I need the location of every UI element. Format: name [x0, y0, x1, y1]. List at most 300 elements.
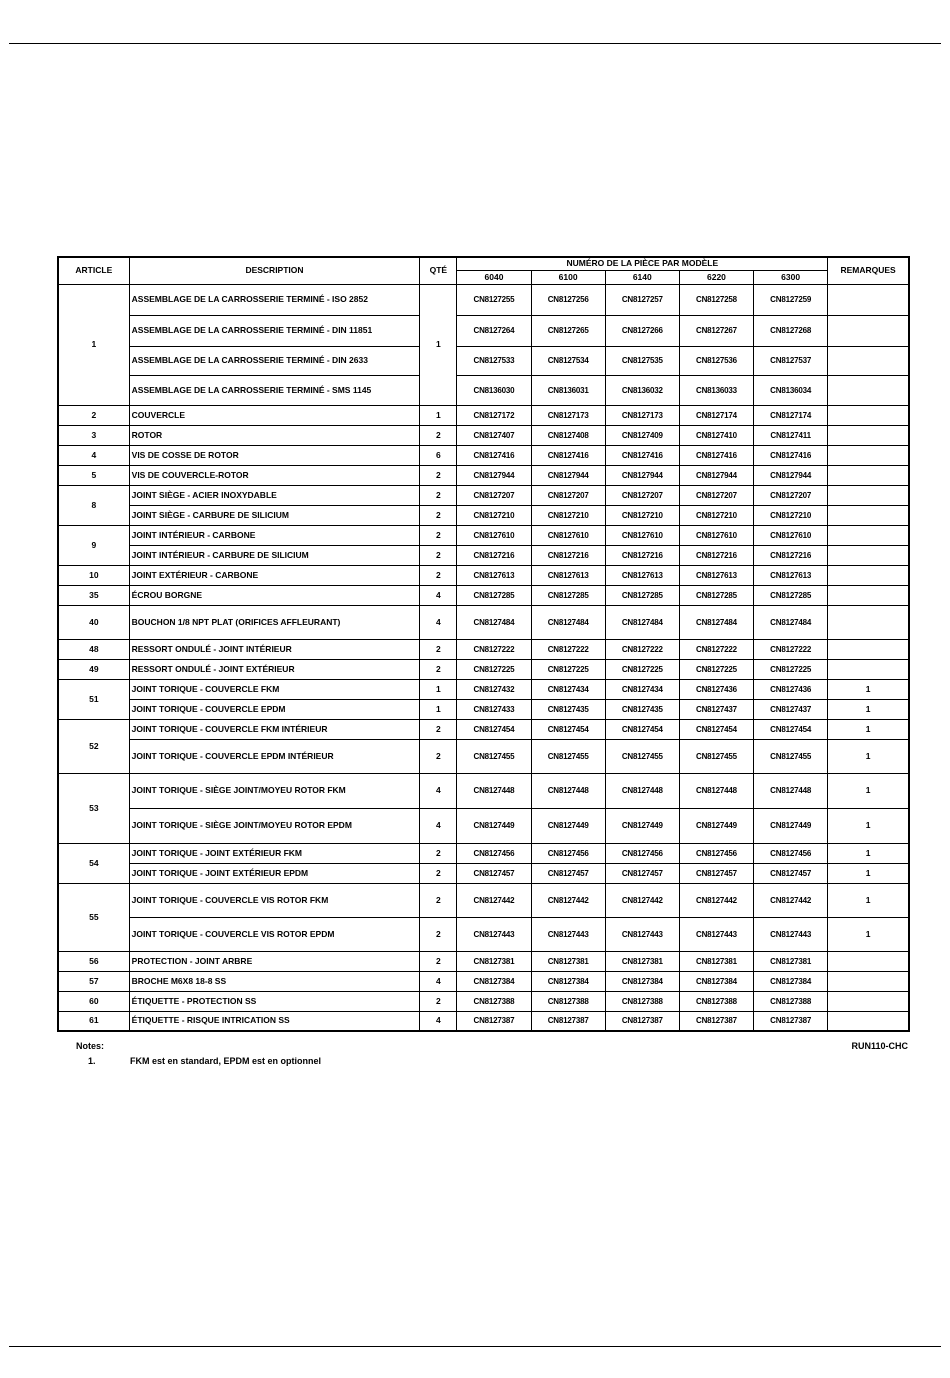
description-cell: JOINT TORIQUE - SIÈGE JOINT/MOYEU ROTOR FKM: [129, 773, 420, 808]
qty-cell: 2: [420, 639, 457, 659]
part-number-cell: CN8127443: [531, 917, 605, 951]
description-cell: JOINT TORIQUE - COUVERCLE VIS ROTOR EPDM: [129, 917, 420, 951]
description-cell: ASSEMBLAGE DE LA CARROSSERIE TERMINÉ - ISO 2852: [129, 284, 420, 315]
table-row: [58, 883, 909, 917]
part-number-cell: CN8127456: [754, 843, 828, 863]
part-number-cell: CN8127436: [754, 679, 828, 699]
part-number-cell: CN8127610: [605, 525, 679, 545]
remark-cell: 1: [828, 863, 909, 883]
part-number-cell: CN8127456: [679, 843, 753, 863]
part-number-cell: CN8127442: [531, 883, 605, 917]
part-number-cell: CN8127285: [457, 585, 531, 605]
part-number-cell: CN8127210: [605, 505, 679, 525]
part-number-cell: CN8127449: [754, 808, 828, 843]
description-cell: BROCHE M6X8 18-8 SS: [129, 971, 420, 991]
part-number-cell: CN8136031: [531, 375, 605, 405]
table-row: [58, 971, 909, 991]
part-number-cell: CN8127222: [754, 639, 828, 659]
part-number-cell: CN8127437: [754, 699, 828, 719]
part-number-cell: CN8127613: [605, 565, 679, 585]
part-number-cell: CN8127449: [679, 808, 753, 843]
note-1: [88, 1056, 321, 1066]
article-cell: 55: [58, 883, 129, 951]
part-number-cell: CN8127416: [605, 445, 679, 465]
part-number-cell: CN8127285: [679, 585, 753, 605]
table-row: [58, 545, 909, 565]
qty-cell: 4: [420, 971, 457, 991]
part-number-cell: CN8127384: [679, 971, 753, 991]
table-row: [58, 465, 909, 485]
description-cell: JOINT INTÉRIEUR - CARBONE: [129, 525, 420, 545]
remark-cell: [828, 284, 909, 315]
description-cell: COUVERCLE: [129, 405, 420, 425]
part-number-cell: CN8127443: [679, 917, 753, 951]
table-row: [58, 639, 909, 659]
part-number-cell: CN8127456: [531, 843, 605, 863]
article-cell: 40: [58, 605, 129, 639]
part-number-cell: CN8127387: [605, 1011, 679, 1031]
part-number-cell: CN8127448: [531, 773, 605, 808]
part-number-cell: CN8127225: [457, 659, 531, 679]
part-number-cell: CN8127207: [457, 485, 531, 505]
table-row: [58, 346, 909, 375]
part-number-cell: CN8127449: [531, 808, 605, 843]
description-cell: JOINT TORIQUE - JOINT EXTÉRIEUR EPDM: [129, 863, 420, 883]
part-number-cell: CN8127388: [531, 991, 605, 1011]
article-cell: 51: [58, 679, 129, 719]
part-number-cell: CN8127534: [531, 346, 605, 375]
part-number-cell: CN8127613: [679, 565, 753, 585]
article-cell: 53: [58, 773, 129, 843]
part-number-cell: CN8127216: [605, 545, 679, 565]
part-number-cell: CN8136033: [679, 375, 753, 405]
part-number-cell: CN8127454: [605, 719, 679, 739]
part-number-cell: CN8127173: [605, 405, 679, 425]
remark-cell: [828, 639, 909, 659]
part-number-cell: CN8127944: [679, 465, 753, 485]
part-number-cell: CN8127537: [754, 346, 828, 375]
part-number-cell: CN8127610: [754, 525, 828, 545]
qty-cell: 2: [420, 659, 457, 679]
part-number-cell: CN8127436: [679, 679, 753, 699]
part-number-cell: CN8127432: [457, 679, 531, 699]
part-number-cell: CN8127435: [605, 699, 679, 719]
part-number-cell: CN8127454: [457, 719, 531, 739]
part-number-cell: CN8127457: [679, 863, 753, 883]
part-number-cell: CN8127216: [679, 545, 753, 565]
qty-cell: 2: [420, 425, 457, 445]
header-part-number-group: NUMÉRO DE LA PIÈCE PAR MODÈLE: [457, 257, 828, 270]
table-row: [58, 525, 909, 545]
qty-cell: 4: [420, 1011, 457, 1031]
header-model-6100: 6100: [531, 270, 605, 284]
bottom-rule: [9, 1346, 941, 1347]
part-number-cell: CN8127388: [754, 991, 828, 1011]
remark-cell: [828, 375, 909, 405]
table-row: [58, 375, 909, 405]
qty-cell: 2: [420, 863, 457, 883]
header-model-6220: 6220: [679, 270, 753, 284]
article-cell: 56: [58, 951, 129, 971]
part-number-cell: CN8127387: [531, 1011, 605, 1031]
part-number-cell: CN8127207: [754, 485, 828, 505]
table-row: [58, 739, 909, 773]
table-row: [58, 284, 909, 315]
article-cell: 8: [58, 485, 129, 525]
part-number-cell: CN8127216: [531, 545, 605, 565]
part-number-cell: CN8127172: [457, 405, 531, 425]
part-number-cell: CN8127610: [679, 525, 753, 545]
part-number-cell: CN8127944: [754, 465, 828, 485]
part-number-cell: CN8136030: [457, 375, 531, 405]
part-number-cell: CN8127442: [605, 883, 679, 917]
qty-cell: 1: [420, 405, 457, 425]
part-number-cell: CN8127216: [754, 545, 828, 565]
part-number-cell: CN8127174: [754, 405, 828, 425]
part-number-cell: CN8127268: [754, 315, 828, 346]
part-number-cell: CN8127944: [531, 465, 605, 485]
part-number-cell: CN8127210: [531, 505, 605, 525]
remark-cell: [828, 346, 909, 375]
table-row: [58, 773, 909, 808]
qty-cell: 2: [420, 917, 457, 951]
part-number-cell: CN8127388: [457, 991, 531, 1011]
table-row: [58, 315, 909, 346]
header-model-6040: 6040: [457, 270, 531, 284]
part-number-cell: CN8127454: [679, 719, 753, 739]
part-number-cell: CN8127174: [679, 405, 753, 425]
description-cell: RESSORT ONDULÉ - JOINT EXTÉRIEUR: [129, 659, 420, 679]
part-number-cell: CN8127259: [754, 284, 828, 315]
remark-cell: 1: [828, 808, 909, 843]
part-number-cell: CN8127416: [679, 445, 753, 465]
qty-cell: 2: [420, 545, 457, 565]
part-number-cell: CN8127455: [679, 739, 753, 773]
description-cell: JOINT INTÉRIEUR - CARBURE DE SILICIUM: [129, 545, 420, 565]
remark-cell: [828, 465, 909, 485]
qty-cell: 1: [420, 699, 457, 719]
article-cell: 1: [58, 284, 129, 405]
remark-cell: [828, 425, 909, 445]
part-number-cell: CN8127258: [679, 284, 753, 315]
part-number-cell: CN8127434: [531, 679, 605, 699]
part-number-cell: CN8127384: [531, 971, 605, 991]
part-number-cell: CN8127457: [754, 863, 828, 883]
remark-cell: [828, 1011, 909, 1031]
table-row: [58, 505, 909, 525]
part-number-cell: CN8127264: [457, 315, 531, 346]
part-number-cell: CN8127285: [605, 585, 679, 605]
part-number-cell: CN8127435: [531, 699, 605, 719]
note-number: 1.: [88, 1056, 96, 1066]
article-cell: 60: [58, 991, 129, 1011]
part-number-cell: CN8127207: [531, 485, 605, 505]
part-number-cell: CN8127442: [457, 883, 531, 917]
part-number-cell: CN8127388: [605, 991, 679, 1011]
article-cell: 54: [58, 843, 129, 883]
part-number-cell: CN8127613: [531, 565, 605, 585]
remark-cell: [828, 545, 909, 565]
part-number-cell: CN8127613: [754, 565, 828, 585]
part-number-cell: CN8127387: [457, 1011, 531, 1031]
remark-cell: [828, 659, 909, 679]
qty-cell: 6: [420, 445, 457, 465]
remark-cell: 1: [828, 739, 909, 773]
description-cell: ÉTIQUETTE - PROTECTION SS: [129, 991, 420, 1011]
part-number-cell: CN8127484: [679, 605, 753, 639]
part-number-cell: CN8136032: [605, 375, 679, 405]
header-qty: QTÉ: [420, 257, 457, 284]
table-row: [58, 485, 909, 505]
remark-cell: 1: [828, 773, 909, 808]
part-number-cell: CN8127457: [531, 863, 605, 883]
qty-cell: 4: [420, 605, 457, 639]
part-number-cell: CN8127457: [605, 863, 679, 883]
table-row: [58, 991, 909, 1011]
remark-cell: 1: [828, 917, 909, 951]
part-number-cell: CN8127255: [457, 284, 531, 315]
part-number-cell: CN8127416: [457, 445, 531, 465]
header-description: DESCRIPTION: [129, 257, 420, 284]
description-cell: VIS DE COSSE DE ROTOR: [129, 445, 420, 465]
description-cell: JOINT SIÈGE - CARBURE DE SILICIUM: [129, 505, 420, 525]
table-row: [58, 659, 909, 679]
table-row: [58, 1011, 909, 1031]
parts-table-body: [58, 284, 909, 1031]
description-cell: ÉCROU BORGNE: [129, 585, 420, 605]
part-number-cell: CN8127416: [531, 445, 605, 465]
remark-cell: 1: [828, 719, 909, 739]
table-row: [58, 808, 909, 843]
part-number-cell: CN8127210: [754, 505, 828, 525]
header-remarks: REMARQUES: [828, 257, 909, 284]
part-number-cell: CN8127222: [531, 639, 605, 659]
part-number-cell: CN8127384: [457, 971, 531, 991]
parts-table: [57, 256, 910, 1032]
part-number-cell: CN8127225: [605, 659, 679, 679]
description-cell: JOINT TORIQUE - COUVERCLE EPDM: [129, 699, 420, 719]
remark-cell: [828, 445, 909, 465]
qty-cell: 4: [420, 808, 457, 843]
part-number-cell: CN8127285: [531, 585, 605, 605]
description-cell: JOINT TORIQUE - COUVERCLE VIS ROTOR FKM: [129, 883, 420, 917]
part-number-cell: CN8127222: [679, 639, 753, 659]
part-number-cell: CN8127454: [754, 719, 828, 739]
part-number-cell: CN8127387: [679, 1011, 753, 1031]
qty-cell: 2: [420, 883, 457, 917]
table-row: [58, 679, 909, 699]
part-number-cell: CN8127454: [531, 719, 605, 739]
description-cell: JOINT TORIQUE - COUVERCLE FKM: [129, 679, 420, 699]
part-number-cell: CN8127944: [605, 465, 679, 485]
notes-label: Notes:: [76, 1041, 105, 1051]
qty-cell: 2: [420, 719, 457, 739]
qty-cell: 4: [420, 773, 457, 808]
article-cell: 10: [58, 565, 129, 585]
article-cell: 5: [58, 465, 129, 485]
part-number-cell: CN8127457: [457, 863, 531, 883]
table-row: [58, 605, 909, 639]
part-number-cell: CN8127409: [605, 425, 679, 445]
part-number-cell: CN8127387: [754, 1011, 828, 1031]
article-cell: 35: [58, 585, 129, 605]
part-number-cell: CN8127381: [754, 951, 828, 971]
part-number-cell: CN8127173: [531, 405, 605, 425]
part-number-cell: CN8136034: [754, 375, 828, 405]
part-number-cell: CN8127442: [754, 883, 828, 917]
table-row: [58, 405, 909, 425]
qty-cell: 1: [420, 679, 457, 699]
qty-cell: 2: [420, 485, 457, 505]
remark-cell: [828, 585, 909, 605]
part-number-cell: CN8127225: [531, 659, 605, 679]
description-cell: PROTECTION - JOINT ARBRE: [129, 951, 420, 971]
part-number-cell: CN8127613: [457, 565, 531, 585]
part-number-cell: CN8127456: [457, 843, 531, 863]
remark-cell: 1: [828, 679, 909, 699]
qty-cell: 1: [420, 284, 457, 405]
remark-cell: [828, 991, 909, 1011]
description-cell: RESSORT ONDULÉ - JOINT INTÉRIEUR: [129, 639, 420, 659]
part-number-cell: CN8127384: [754, 971, 828, 991]
remark-cell: 1: [828, 699, 909, 719]
part-number-cell: CN8127265: [531, 315, 605, 346]
part-number-cell: CN8127455: [605, 739, 679, 773]
part-number-cell: CN8127455: [531, 739, 605, 773]
table-row: [58, 445, 909, 465]
part-number-cell: CN8127443: [754, 917, 828, 951]
part-number-cell: CN8127210: [457, 505, 531, 525]
part-number-cell: CN8127610: [531, 525, 605, 545]
part-number-cell: CN8127225: [754, 659, 828, 679]
part-number-cell: CN8127210: [679, 505, 753, 525]
remark-cell: [828, 951, 909, 971]
part-number-cell: CN8127535: [605, 346, 679, 375]
part-number-cell: CN8127533: [457, 346, 531, 375]
part-number-cell: CN8127449: [457, 808, 531, 843]
table-row: [58, 425, 909, 445]
qty-cell: 2: [420, 465, 457, 485]
part-number-cell: CN8127484: [531, 605, 605, 639]
part-number-cell: CN8127455: [457, 739, 531, 773]
part-number-cell: CN8127443: [457, 917, 531, 951]
description-cell: BOUCHON 1/8 NPT PLAT (ORIFICES AFFLEURANT): [129, 605, 420, 639]
part-number-cell: CN8127443: [605, 917, 679, 951]
article-cell: 48: [58, 639, 129, 659]
description-cell: VIS DE COUVERCLE-ROTOR: [129, 465, 420, 485]
part-number-cell: CN8127484: [605, 605, 679, 639]
article-cell: 4: [58, 445, 129, 465]
part-number-cell: CN8127225: [679, 659, 753, 679]
part-number-cell: CN8127442: [679, 883, 753, 917]
table-row: [58, 863, 909, 883]
part-number-cell: CN8127484: [754, 605, 828, 639]
qty-cell: 2: [420, 525, 457, 545]
remark-cell: 1: [828, 843, 909, 863]
description-cell: JOINT TORIQUE - SIÈGE JOINT/MOYEU ROTOR EPDM: [129, 808, 420, 843]
header-model-6300: 6300: [754, 270, 828, 284]
remark-cell: 1: [828, 883, 909, 917]
part-number-cell: CN8127381: [531, 951, 605, 971]
description-cell: JOINT TORIQUE - COUVERCLE EPDM INTÉRIEUR: [129, 739, 420, 773]
part-number-cell: CN8127267: [679, 315, 753, 346]
part-number-cell: CN8127410: [679, 425, 753, 445]
remark-cell: [828, 565, 909, 585]
document-code: RUN110-CHC: [851, 1041, 908, 1051]
header-article: ARTICLE: [58, 257, 129, 284]
part-number-cell: CN8127437: [679, 699, 753, 719]
part-number-cell: CN8127408: [531, 425, 605, 445]
part-number-cell: CN8127536: [679, 346, 753, 375]
article-cell: 9: [58, 525, 129, 565]
part-number-cell: CN8127257: [605, 284, 679, 315]
description-cell: JOINT TORIQUE - COUVERCLE FKM INTÉRIEUR: [129, 719, 420, 739]
part-number-cell: CN8127455: [754, 739, 828, 773]
part-number-cell: CN8127222: [457, 639, 531, 659]
part-number-cell: CN8127207: [679, 485, 753, 505]
table-row: [58, 699, 909, 719]
table-row: [58, 719, 909, 739]
remark-cell: [828, 315, 909, 346]
top-rule: [9, 43, 941, 44]
part-number-cell: CN8127256: [531, 284, 605, 315]
qty-cell: 2: [420, 991, 457, 1011]
part-number-cell: CN8127944: [457, 465, 531, 485]
description-cell: ASSEMBLAGE DE LA CARROSSERIE TERMINÉ - DIN 11851: [129, 315, 420, 346]
remark-cell: [828, 505, 909, 525]
article-cell: 3: [58, 425, 129, 445]
remark-cell: [828, 485, 909, 505]
qty-cell: 2: [420, 951, 457, 971]
description-cell: ÉTIQUETTE - RISQUE INTRICATION SS: [129, 1011, 420, 1031]
article-cell: 61: [58, 1011, 129, 1031]
part-number-cell: CN8127216: [457, 545, 531, 565]
part-number-cell: CN8127207: [605, 485, 679, 505]
article-cell: 49: [58, 659, 129, 679]
part-number-cell: CN8127610: [457, 525, 531, 545]
part-number-cell: CN8127448: [679, 773, 753, 808]
part-number-cell: CN8127388: [679, 991, 753, 1011]
part-number-cell: CN8127416: [754, 445, 828, 465]
qty-cell: 4: [420, 585, 457, 605]
part-number-cell: CN8127222: [605, 639, 679, 659]
note-text: FKM est en standard, EPDM est en optionnel: [130, 1056, 322, 1066]
part-number-cell: CN8127434: [605, 679, 679, 699]
part-number-cell: CN8127285: [754, 585, 828, 605]
qty-cell: 2: [420, 843, 457, 863]
part-number-cell: CN8127407: [457, 425, 531, 445]
qty-cell: 2: [420, 505, 457, 525]
part-number-cell: CN8127411: [754, 425, 828, 445]
remark-cell: [828, 971, 909, 991]
qty-cell: 2: [420, 565, 457, 585]
description-cell: JOINT SIÈGE - ACIER INOXYDABLE: [129, 485, 420, 505]
part-number-cell: CN8127384: [605, 971, 679, 991]
part-number-cell: CN8127433: [457, 699, 531, 719]
table-row: [58, 565, 909, 585]
part-number-cell: CN8127448: [457, 773, 531, 808]
part-number-cell: CN8127381: [605, 951, 679, 971]
part-number-cell: CN8127448: [605, 773, 679, 808]
part-number-cell: CN8127381: [457, 951, 531, 971]
article-cell: 52: [58, 719, 129, 773]
description-cell: ASSEMBLAGE DE LA CARROSSERIE TERMINÉ - SMS 1145: [129, 375, 420, 405]
table-row: [58, 585, 909, 605]
remark-cell: [828, 605, 909, 639]
qty-cell: 2: [420, 739, 457, 773]
part-number-cell: CN8127448: [754, 773, 828, 808]
table-row: [58, 843, 909, 863]
